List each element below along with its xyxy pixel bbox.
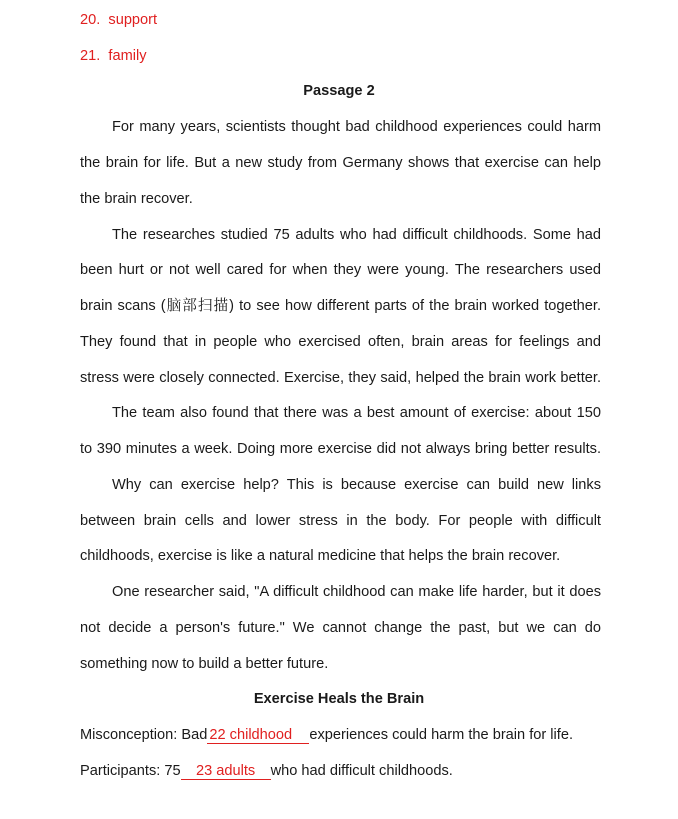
summary-row <box>80 725 601 745</box>
paragraph-line: to 390 minutes a week. Doing more exercise did not always bring better results. <box>80 441 601 457</box>
answer-item <box>80 10 601 30</box>
answer-blank: 23 adults <box>181 763 271 780</box>
answer-item <box>80 46 601 66</box>
paragraph-line: They found that in people who exercised often, brain areas for feelings and <box>80 334 601 350</box>
paragraph-line: childhoods, exercise is like a natural medicine that helps the brain recover. <box>80 548 561 564</box>
answer-number: 20. <box>80 12 101 28</box>
paragraph-line: The researches studied 75 adults who had difficult childhoods. Some had <box>112 227 601 243</box>
paragraph-line: brain scans (脑部扫描) to see how different parts of the brain worked together. <box>80 298 601 314</box>
paragraph-line: not decide a person's future." We cannot change the past, but we can do <box>80 620 601 636</box>
passage-title: Passage 2 <box>303 83 375 99</box>
summary-label: Participants: 75 <box>80 763 181 779</box>
paragraph-line: The team also found that there was a best amount of exercise: about 150 <box>112 405 601 421</box>
paragraph-line: One researcher said, "A difficult childhood can make life harder, but it does <box>112 584 601 600</box>
answer-number: 21. <box>80 48 101 64</box>
paragraph-line: the brain for life. But a new study from Germany shows that exercise can help <box>80 155 601 171</box>
summary-text: experiences could harm the brain for life. <box>309 727 574 743</box>
paragraph-line: between brain cells and lower stress in the body. For people with difficult <box>80 513 601 529</box>
paragraph-line: something now to build a better future. <box>80 656 329 672</box>
summary-row <box>80 761 601 781</box>
answer-blank: 22 childhood <box>207 727 309 744</box>
summary-text: who had difficult childhoods. <box>270 763 453 779</box>
paragraph-line: Why can exercise help? This is because exercise can build new links <box>112 477 601 493</box>
paragraph-line: stress were closely connected. Exercise, they said, helped the brain work better. <box>80 370 601 386</box>
summary-label: Misconception: Bad <box>80 727 208 743</box>
answer-word: support <box>108 12 158 28</box>
paragraph-line: been hurt or not well cared for when they were young. The researchers used <box>80 262 601 278</box>
paragraph-line: the brain recover. <box>80 191 193 207</box>
summary-title: Exercise Heals the Brain <box>253 691 425 707</box>
paragraph-line: For many years, scientists thought bad childhood experiences could harm <box>112 119 601 135</box>
answer-word: family <box>108 48 147 64</box>
